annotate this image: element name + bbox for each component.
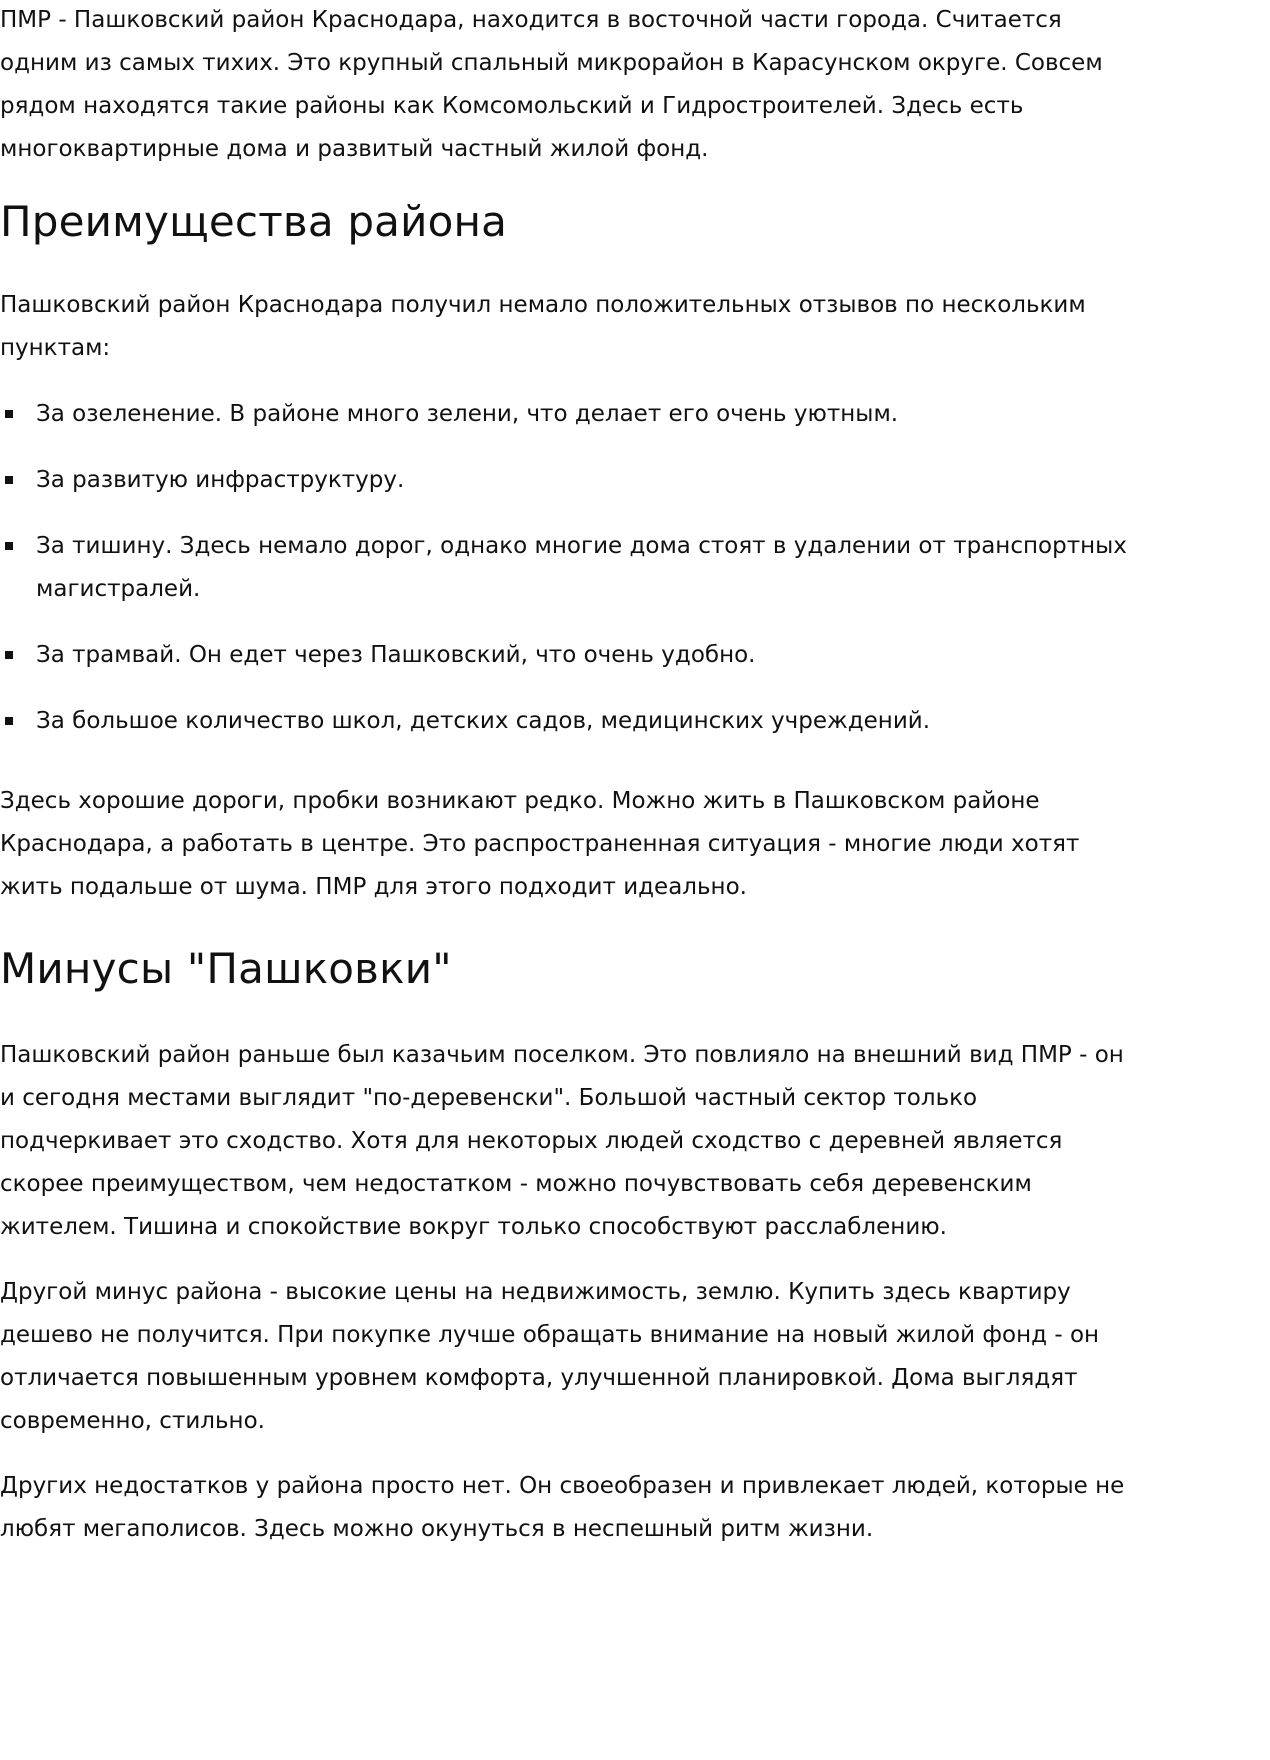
square-bullet-icon bbox=[5, 410, 13, 418]
list-item-text: За большое количество школ, детских садов, медицинских учреждений. bbox=[36, 708, 931, 734]
roads-paragraph: Здесь хорошие дороги, пробки возникают редко. Можно жить в Пашковском районе Краснодара, а работать в центре. Это распространенная ситуация - многие люди хотят жить подальше от шума. ПМР для этого подходит идеально. bbox=[0, 788, 1080, 900]
minuses-paragraph-1: Пашковский район раньше был казачьим поселком. Это повлияло на внешний вид ПМР - он и сегодня местами выглядит "по-деревенски". Большой частный сектор только подчеркивает это сходство. Хотя для некоторых людей сходство с деревней является скорее преимуществом, чем недостатком - можно почувствовать себя деревенским жителем. Тишина и спокойствие вокруг только способствуют расслаблению. bbox=[0, 1042, 1124, 1240]
list-item bbox=[0, 459, 1140, 502]
list-item bbox=[0, 525, 1140, 611]
square-bullet-icon bbox=[5, 717, 13, 725]
advantages-intro-paragraph: Пашковский район Краснодара получил немало положительных отзывов по нескольким пунктам: bbox=[0, 292, 1086, 361]
minuses-paragraph-2: Другой минус района - высокие цены на недвижимость, землю. Купить здесь квартиру дешево не получится. При покупке лучше обращать внимание на новый жилой фонд - он отличается повышенным уровнем комфорта, улучшенной планировкой. Дома выглядят современно, стильно. bbox=[0, 1279, 1100, 1434]
list-item bbox=[0, 700, 1140, 743]
list-item bbox=[0, 393, 1140, 436]
minuses-paragraph-3: Других недостатков у района просто нет. Он своеобразен и привлекает людей, которые не любят мегаполисов. Здесь можно окунуться в неспешный ритм жизни. bbox=[0, 1473, 1125, 1542]
minuses-heading: Минусы "Пашковки" bbox=[0, 944, 452, 993]
advantages-heading: Преимущества района bbox=[0, 197, 508, 246]
intro-paragraph: ПМР - Пашковский район Краснодара, находится в восточной части города. Считается одним из самых тихих. Это крупный спальный микрорайон в Карасунском округе. Совсем рядом находятся такие районы как Комсомольский и Гидростроителей. Здесь есть многоквартирные дома и развитый частный жилой фонд. bbox=[0, 7, 1103, 162]
list-item bbox=[0, 634, 1140, 677]
list-item-text: За развитую инфраструктуру. bbox=[36, 467, 405, 493]
square-bullet-icon bbox=[5, 651, 13, 659]
square-bullet-icon bbox=[5, 542, 13, 550]
list-item-text: За озеленение. В районе много зелени, что делает его очень уютным. bbox=[36, 401, 899, 427]
square-bullet-icon bbox=[5, 476, 13, 484]
list-item-text: За тишину. Здесь немало дорог, однако многие дома стоят в удалении от транспортных магистралей. bbox=[36, 533, 1127, 602]
advantages-list bbox=[0, 393, 1140, 743]
list-item-text: За трамвай. Он едет через Пашковский, что очень удобно. bbox=[36, 642, 756, 668]
